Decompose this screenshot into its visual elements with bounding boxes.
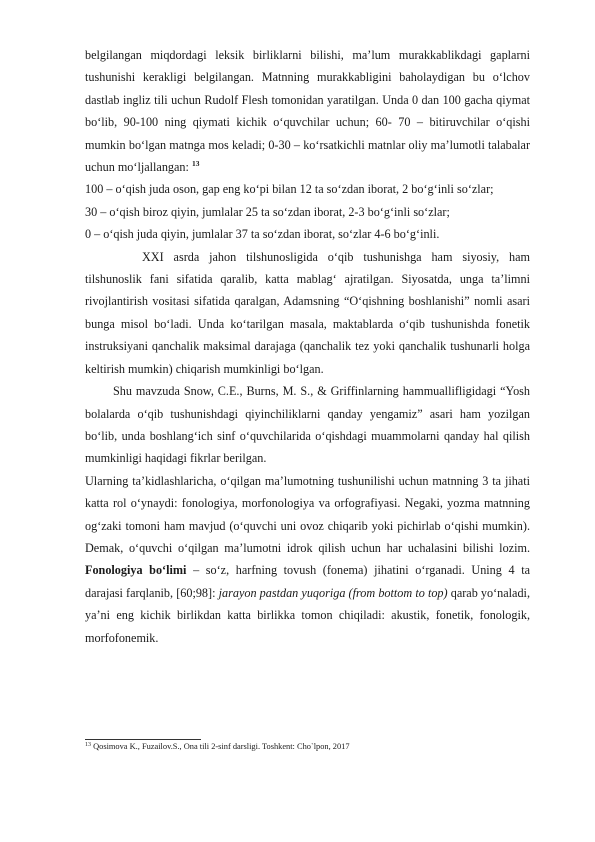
level-0-line: 0 – o‘qish juda qiyin, jumlalar 37 ta so‘zdan iborat, so‘zlar 4-6 bo‘g‘inli.: [85, 227, 440, 242]
footnote: [85, 740, 530, 754]
xxi-century-paragraph: XXI asrda jahon tilshunosligida o‘qib tushunishga ham siyosiy, ham tilshunoslik fani sifatida qaralib, katta mablag‘ ajratilgan. Siyosatda, unga ta’limni rivojlantirish vositasi sifatida qaralgan, Adamsning “O‘qishning boshlanishi” nomli asari bunga misol bo‘ladi. Unda ko‘tarilgan masala, maktablarda o‘qib tushunishda fonetik instruksiyani qanchalik maksimal darajaga (qanchalik tez yoki qanchalik tushunarli holga keltirish mumkin) chiqarish mumkinligi bo‘lgan.: [85, 249, 530, 376]
phonology-text-c: qarab yo‘naladi, ya’ni eng kichik birlikdan katta birlikka tomon chiqiladi: akustik, fonetik, fonologik, morfofonemik.: [85, 585, 530, 645]
document-body: [85, 44, 530, 649]
phonology-paragraph: [85, 470, 530, 649]
footnote-marker: 13: [85, 742, 91, 748]
intro-text: belgilangan miqdordagi leksik birliklarni bilishi, ma’lum murakkablikdagi gaplarni tushunishi kerakligi belgilangan. Matnning murakkabligini baholaydigan bu o‘lchov dastlab ingliz tili uchun Rudolf Flesh tomonidan yaratilgan. Unda 0 dan 100 gacha qiymat bo‘lib, 90-100 ning qiymati kichik o‘quvchilar uchun; 60- 70 – bitiruvchilar o‘qishi mumkin bo‘lgan matnga mos keladi; 0-30 – ko‘rsatkichli matnlar oliy ma’lumotli talabalar uchun mo‘ljallangan:: [85, 48, 530, 175]
footnote-text: Qosimova K., Fuzailov.S., Ona tili 2-sinf darsligi. Toshkent: Cho`lpon, 2017: [93, 742, 350, 751]
phonology-text-b: – so‘z, harfning tovush (fonema) jihatini o‘rganadi. Uning 4 ta darajasi farqlanib, [60;98]:: [85, 563, 530, 600]
bottom-to-top-phrase: jarayon pastdan yuqoriga (from bottom to top): [218, 585, 448, 600]
phonology-text-a: Ularning ta’kidlashlaricha, o‘qilgan ma’lumotning tushunilishi uchun matnning 3 ta jihati katta rol o‘ynaydi: fonologiya, morfonologiya va orfografiyasi. Negaki, yozma matnning og‘zaki tomoni ham mavjud (o‘quvchi uni ovoz chiqarib yoki pichirlab o‘qishi mumkin). Demak, o‘quvchi o‘qilgan ma’lumotni idrok qilish uchun har uchalasini bilishi lozim.: [85, 473, 530, 555]
footnote-ref[interactable]: 13: [191, 159, 200, 169]
snow-burns-paragraph: Shu mavzuda Snow, C.E., Burns, M. S., & Griffinlarning hammuallifligidagi “Yosh bolalarda o‘qib tushunishdagi qiyinchiliklarni qanday yengamiz” asari ham yozilgan bo‘lib, unda boshlang‘ich sinf o‘quvchilarida o‘qishdagi muammolarni qanday hal qilish mumkinligi haqidagi fikrlar berilgan.: [85, 384, 530, 466]
phonology-term: Fonologiya bo‘limi: [85, 563, 187, 578]
level-30-line: 30 – o‘qish biroz qiyin, jumlalar 25 ta so‘zdan iborat, 2-3 bo‘g‘inli so‘zlar;: [85, 204, 450, 219]
intro-paragraph: [85, 44, 530, 178]
level-100-line: 100 – o‘qish juda oson, gap eng ko‘pi bilan 12 ta so‘zdan iborat, 2 bo‘g‘inli so‘zlar;: [85, 182, 494, 197]
